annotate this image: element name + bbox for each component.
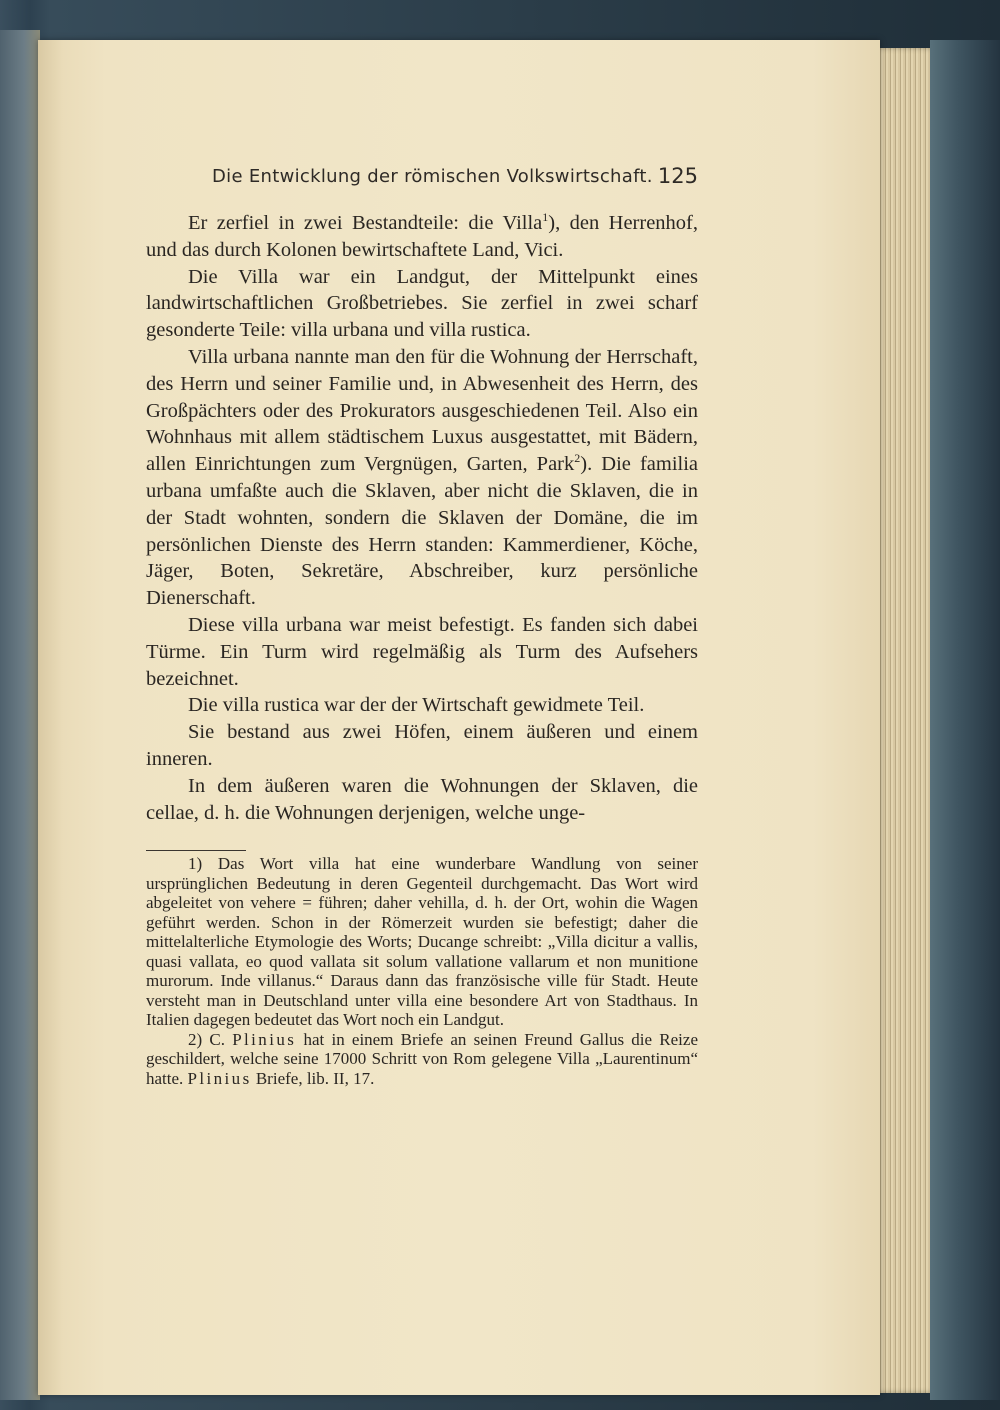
paragraph: Diese villa urbana war meist befestigt. Es fanden sich dabei Türme. Ein Turm wird regelmäßig als Turm des Aufsehers bezeichnet. [146,613,698,690]
running-head-title: Die Entwicklung der römischen Volkswirtschaft. [212,166,653,187]
paragraph: Die Villa war ein Landgut, der Mittelpunkt eines landwirtschaftlichen Großbetriebes. Sie zerfiel in zwei scharf gesonderte Teile: villa urbana und villa rustica. [146,265,698,342]
main-text [146,210,698,826]
footnote-1: 1) Das Wort villa hat eine wunderbare Wandlung von seiner ursprünglichen Bedeutung in deren Gegenteil durchgemacht. Das Wort wird abgeleitet von vehere = führen; daher vehilla, d. h. der Ort, wohin die Wagen geführt werden. Schon in der Römerzeit wurden sie befestigt; daher die mittelalterliche Etymologie des Worts; Ducange schreibt: „Villa dicitur a vallis, quasi vallata, eo quod vallata sit solum vallatione vallarum et non munitione murorum. Inde villanus.“ Daraus dann das französische ville für Stadt. Heute versteht man in Deutschland unter villa eine besondere Art von Stadthaus. In Italien dagegen bedeutet das Wort noch ein Landgut. [146,854,698,1029]
footnote-2: 2) C. Plinius hat in einem Briefe an seinen Freund Gallus die Reize geschildert, welche seine 17000 Schritt von Rom gelegene Villa „Laurentinum“ hatte. Plinius Briefe, lib. II, 17. [146,1029,698,1088]
page-edges [878,48,936,1393]
running-header [212,164,700,192]
paragraph: Sie bestand aus zwei Höfen, einem äußeren und einem inneren. [146,721,698,770]
footnotes [146,854,698,1088]
paragraph: In dem äußeren waren die Wohnungen der Sklaven, die cellae, d. h. die Wohnungen derjenigen, welche unge- [146,774,698,824]
page-number: 125 [657,164,698,188]
right-cover [930,40,1000,1400]
left-cover [0,30,40,1400]
footnote-ref: 2 [574,451,581,466]
paragraph: Die villa rustica war der der Wirtschaft gewidmete Teil. [188,694,645,717]
paragraph: Villa urbana nannte man den für die Wohnung der Herrschaft, des Herrn und seiner Familie und, in Abwesenheit des Herrn, des Großpächters oder des Prokurators ausgeschiedenen Teil. Also ein Wohnhaus mit allem städtischem Luxus ausgestattet, mit Bädern, allen Einrichtungen zum Vergnügen, Garten, Park$^2$). Die familia urbana umfaßte auch die Sklaven, aber nicht die Sklaven, die in der Stadt wohnten, sondern die Sklaven der Domäne, die im persönlichen Dienste des Herrn standen: Kammerdiener, Köche, Jäger, Boten, Sekretäre, Abschreiber, kurz persönliche Dienerschaft. [146,345,699,610]
footnote-ref: 1 [542,210,549,225]
paragraph: Er zerfiel in zwei Bestandteile: die Villa$^1$), den Herrenhof, und das durch Kolonen bewirtschaftete Land, Vici. [146,210,698,261]
footnote-rule [146,850,246,851]
